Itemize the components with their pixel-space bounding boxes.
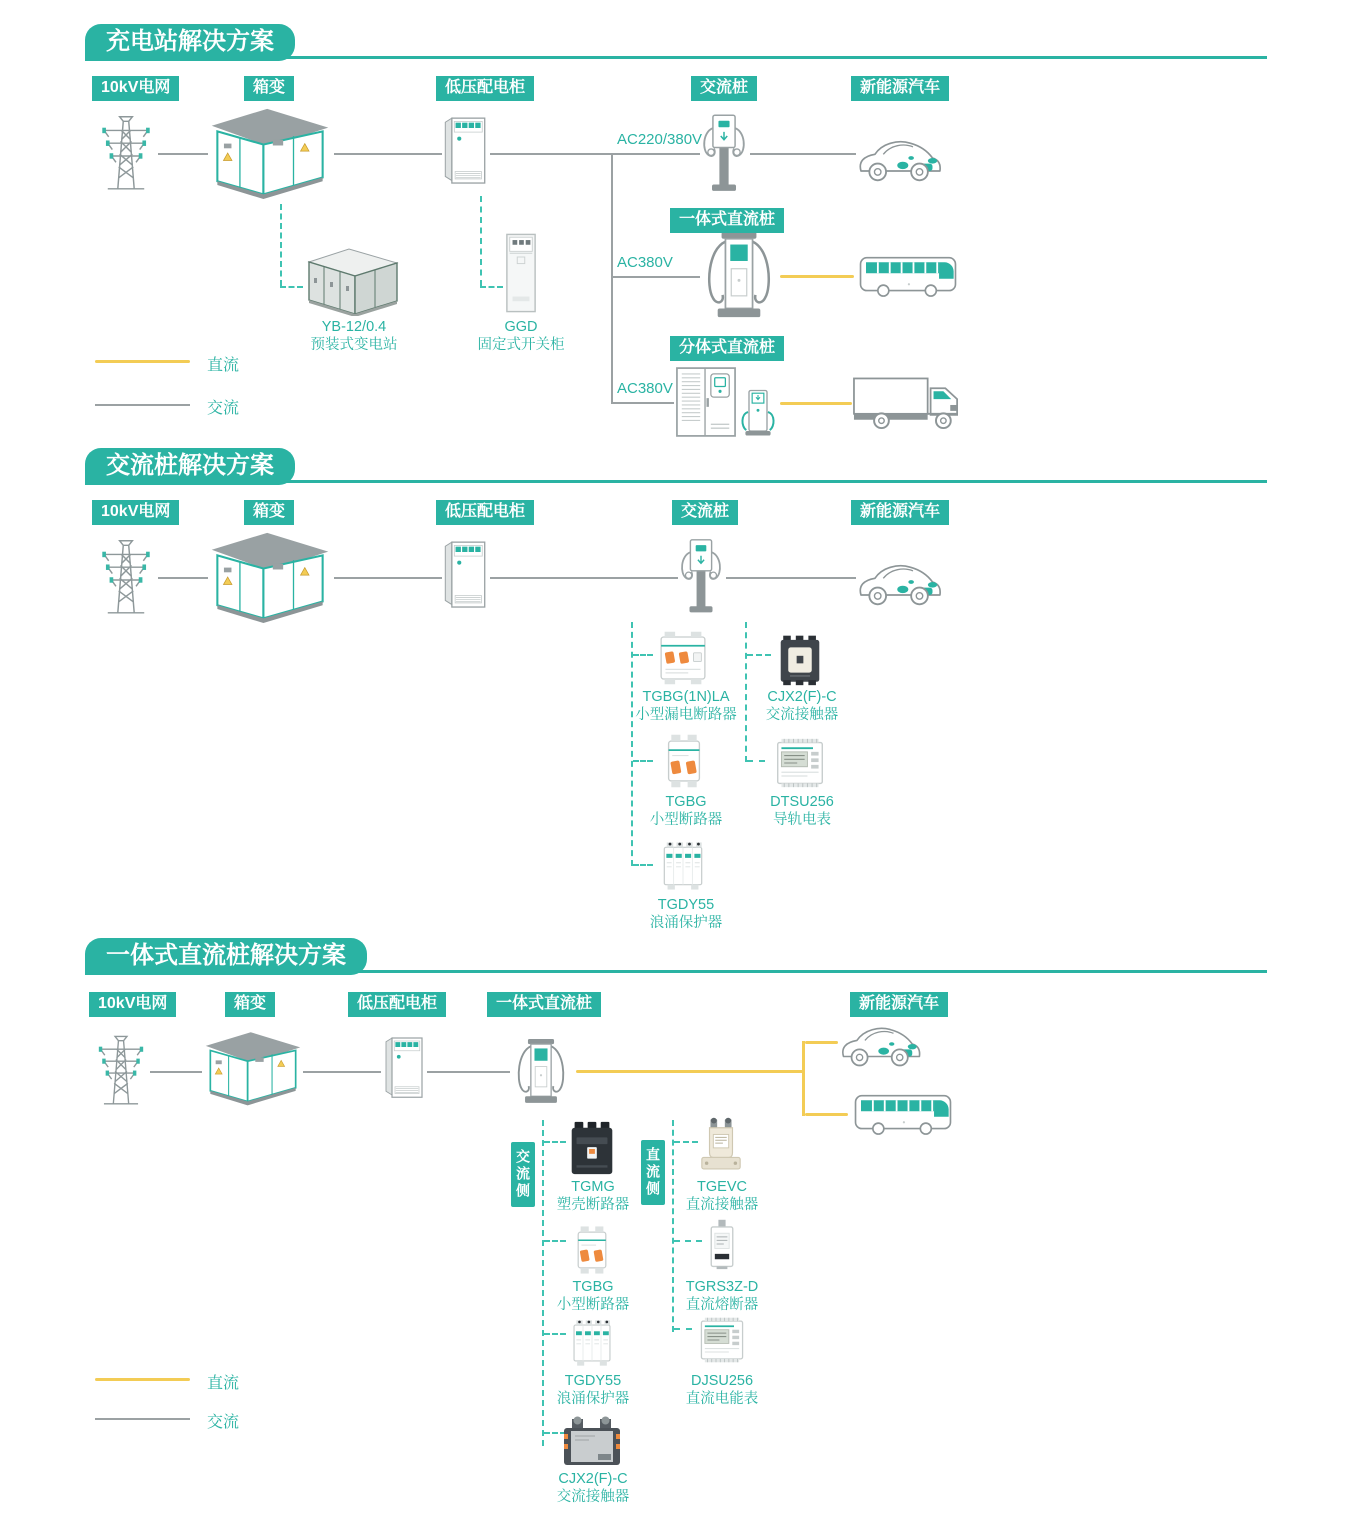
s1-label-vehicle: 新能源汽车 <box>851 76 949 101</box>
product-desc: 导轨电表 <box>773 812 831 828</box>
product-desc: 塑壳断路器 <box>556 1197 630 1213</box>
ac-line <box>334 577 442 579</box>
mccb-breaker-icon <box>566 1120 618 1178</box>
product-model: DJSU256 <box>690 1373 754 1389</box>
dashed-connector <box>280 204 282 286</box>
dashed-connector <box>633 760 653 762</box>
legend-dc-label: 直流 <box>207 1375 240 1392</box>
ac-line <box>427 1071 510 1073</box>
legend-ac-line <box>95 1418 190 1420</box>
s3-label-transformer: 箱变 <box>225 992 275 1017</box>
s3-side-label-dc: 直流侧 <box>641 1140 665 1205</box>
dashed-connector <box>480 196 482 286</box>
dc-contactor-icon <box>698 1116 744 1174</box>
product-caption <box>660 1178 784 1214</box>
s3-label-dc-pile: 一体式直流桩 <box>487 992 601 1017</box>
product-caption <box>459 318 583 354</box>
product-model: TGDY55 <box>657 897 715 913</box>
box-transformer-icon <box>205 1024 301 1112</box>
dashed-connector <box>747 760 765 762</box>
split-dc-cabinet-icon <box>675 366 737 438</box>
product-model: TGBG(1N)LA <box>642 689 730 705</box>
lv-cabinet-icon <box>442 110 488 192</box>
product-desc: 小型漏电断路器 <box>635 707 737 723</box>
ev-car-icon <box>856 556 944 608</box>
dc-line <box>576 1070 805 1073</box>
ac-line <box>611 402 674 404</box>
dashed-connector <box>480 286 503 288</box>
product-model: CJX2(F)-C <box>767 689 837 705</box>
legend-dc-label: 直流 <box>207 357 240 374</box>
section1-title: 充电站解决方案 <box>85 24 295 61</box>
ac-line <box>334 153 442 155</box>
product-model: TGDY55 <box>564 1373 622 1389</box>
s3-label-vehicle: 新能源汽车 <box>850 992 948 1017</box>
ac-line <box>750 153 856 155</box>
dashed-connector <box>544 1333 566 1335</box>
dc-line <box>805 1041 838 1044</box>
ev-car-icon <box>838 1019 924 1069</box>
ac-line <box>158 153 208 155</box>
ac-contactor-icon <box>776 634 824 686</box>
legend-ac-label: 交流 <box>207 1414 240 1431</box>
s3-label-lv-cabinet: 低压配电柜 <box>348 992 446 1017</box>
integrated-dc-pile-icon <box>512 1026 570 1118</box>
surge-protector-icon <box>656 840 710 892</box>
s1-voltage-ac: AC220/380V <box>617 131 703 148</box>
s3-side-label-ac: 交流侧 <box>511 1142 535 1207</box>
dashed-connector <box>544 1240 566 1242</box>
legend-ac-label: 交流 <box>207 400 240 417</box>
product-model: TGBG <box>665 794 707 810</box>
product-caption <box>624 688 748 724</box>
large-ac-contactor-icon <box>560 1416 624 1468</box>
ac-line <box>303 1071 381 1073</box>
ev-truck-icon <box>852 375 964 433</box>
dashed-connector <box>674 1328 692 1330</box>
product-desc: 浪涌保护器 <box>649 915 723 931</box>
s2-label-vehicle: 新能源汽车 <box>851 500 949 525</box>
product-caption <box>660 1372 784 1408</box>
product-desc: 浪涌保护器 <box>556 1391 630 1407</box>
product-caption <box>531 1372 655 1408</box>
ac-line <box>611 153 613 404</box>
product-model: DTSU256 <box>770 794 834 810</box>
legend-dc-line <box>95 1378 190 1381</box>
rcbo-breaker-icon <box>655 630 711 686</box>
dashed-connector <box>633 654 653 656</box>
lv-cabinet-icon <box>442 534 488 616</box>
product-model: YB-12/0.4 <box>321 319 387 335</box>
product-desc: 预装式变电站 <box>310 337 398 353</box>
ac-line <box>490 153 700 155</box>
integrated-dc-pile-icon <box>700 230 778 322</box>
product-desc: 交流接触器 <box>765 707 839 723</box>
product-desc: 直流接触器 <box>685 1197 759 1213</box>
product-model: GGD <box>504 319 538 335</box>
s1-label-dc-pile-integrated: 一体式直流桩 <box>670 208 784 233</box>
product-caption <box>660 1278 784 1314</box>
substation-photo <box>305 244 401 316</box>
mcb-breaker-icon <box>662 732 706 790</box>
dc-line <box>780 402 852 405</box>
product-caption <box>531 1278 655 1314</box>
dc-fuse-icon <box>702 1218 742 1270</box>
s2-label-lv-cabinet: 低压配电柜 <box>436 500 534 525</box>
ev-car-icon <box>856 132 944 184</box>
product-desc: 固定式开关柜 <box>477 337 565 353</box>
product-caption <box>624 793 748 829</box>
ev-bus-icon <box>854 255 962 297</box>
ac-line <box>150 1071 202 1073</box>
dashed-connector <box>544 1141 566 1143</box>
dc-line <box>802 1041 805 1116</box>
product-caption <box>624 896 748 932</box>
product-model: TGBG <box>572 1279 614 1295</box>
product-caption <box>740 688 864 724</box>
ac-line <box>611 276 700 278</box>
product-desc: 直流电能表 <box>685 1391 759 1407</box>
transmission-tower-icon <box>95 108 157 193</box>
product-caption <box>531 1178 655 1214</box>
ac-line <box>726 577 856 579</box>
s2-label-transformer: 箱变 <box>244 500 294 525</box>
box-transformer-icon <box>207 530 333 624</box>
dashed-connector <box>747 654 771 656</box>
dashed-connector <box>631 622 633 866</box>
dashed-connector <box>674 1240 702 1242</box>
dc-dispenser-icon <box>740 388 776 438</box>
s1-voltage-dc1: AC380V <box>617 254 673 271</box>
dashed-connector <box>633 864 653 866</box>
product-desc: 小型断路器 <box>649 812 723 828</box>
ac-charging-pile-icon <box>678 534 724 620</box>
dc-line <box>805 1113 848 1116</box>
legend-dc-line <box>95 360 190 363</box>
product-caption <box>531 1470 655 1506</box>
legend-ac-line <box>95 404 190 406</box>
box-transformer-icon <box>207 106 333 200</box>
surge-protector-icon <box>566 1318 618 1368</box>
transmission-tower-icon <box>95 532 157 617</box>
product-model: TGRS3Z-D <box>685 1279 759 1295</box>
ac-charging-pile-icon <box>700 110 748 198</box>
product-model: TGMG <box>571 1179 615 1195</box>
dc-line <box>780 275 854 278</box>
section3-title: 一体式直流桩解决方案 <box>85 938 367 975</box>
product-caption <box>292 318 416 354</box>
product-model: TGEVC <box>697 1179 747 1195</box>
ggd-cabinet-photo <box>505 231 537 315</box>
ac-line <box>158 577 208 579</box>
dashed-connector <box>674 1141 698 1143</box>
rail-meter-icon <box>770 737 830 789</box>
s1-voltage-dc2: AC380V <box>617 380 673 397</box>
product-desc: 直流熔断器 <box>685 1297 759 1313</box>
product-caption <box>740 793 864 829</box>
s3-label-grid: 10kV电网 <box>89 992 176 1017</box>
s1-label-ac-pile: 交流桩 <box>691 76 757 101</box>
ev-bus-icon <box>848 1093 958 1135</box>
mcb-breaker-icon <box>570 1224 614 1276</box>
product-model: CJX2(F)-C <box>558 1471 628 1487</box>
s2-label-ac-pile: 交流桩 <box>672 500 738 525</box>
transmission-tower-icon <box>92 1026 150 1110</box>
s1-label-transformer: 箱变 <box>244 76 294 101</box>
dc-energy-meter-icon <box>692 1316 752 1364</box>
dashed-connector <box>280 286 303 288</box>
s1-label-lv-cabinet: 低压配电柜 <box>436 76 534 101</box>
product-desc: 交流接触器 <box>556 1489 630 1505</box>
s1-label-grid: 10kV电网 <box>92 76 179 101</box>
ac-line <box>490 577 678 579</box>
product-desc: 小型断路器 <box>556 1297 630 1313</box>
s2-label-grid: 10kV电网 <box>92 500 179 525</box>
s1-label-dc-pile-split: 分体式直流桩 <box>670 336 784 361</box>
lv-cabinet-icon <box>383 1028 425 1108</box>
section2-title: 交流桩解决方案 <box>85 448 295 485</box>
